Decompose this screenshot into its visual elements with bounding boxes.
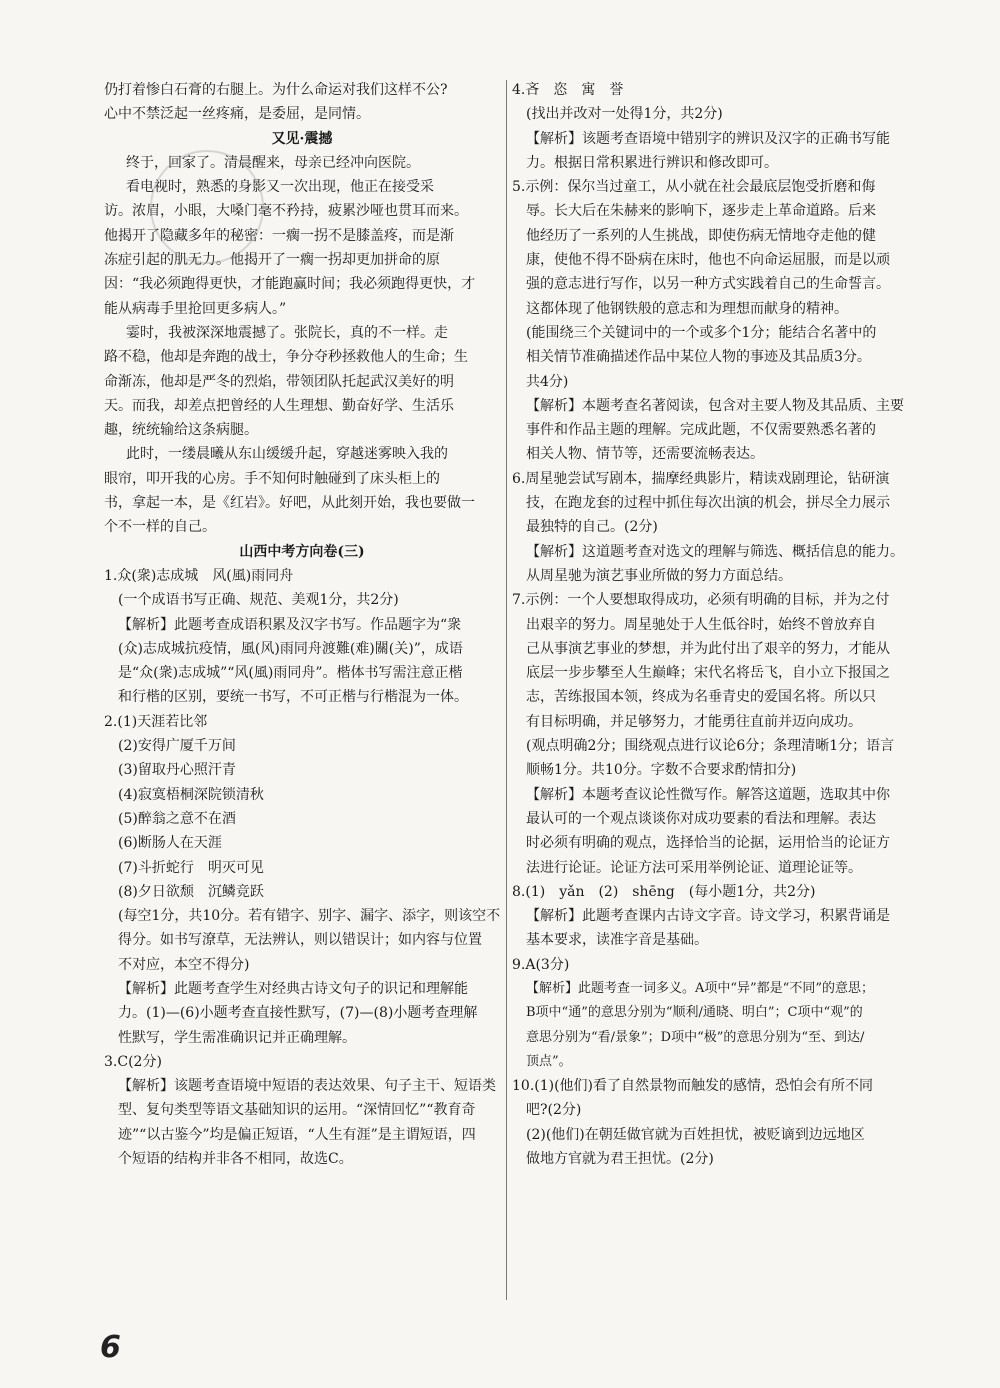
text-line: 【解析】本题考查名著阅读，包含对主要人物及其品质、主要: [526, 397, 904, 414]
text-line: (5)醉翁之意不在酒: [118, 810, 236, 827]
text-line: 和行楷的区别，要统一书写，不可正楷与行楷混为一体。: [118, 689, 468, 706]
text-line: 力。(1)—(6)小题考查直接性默写，(7)—(8)小题考查理解: [118, 1005, 478, 1022]
text-line: 技，在跑龙套的过程中抓住每次出演的机会，拼尽全力展示: [526, 495, 890, 512]
text-line: B项中“通”的意思分别为“顺利/通晓、明白”；C项中“观”的: [526, 1005, 863, 1021]
text-line: 命渐冻，他却是严冬的烈焰，带领团队托起武汉美好的明: [104, 373, 454, 390]
text-line: 从周星驰为演艺事业所做的努力方面总结。: [526, 567, 792, 584]
text-line: 【解析】此题考查课内古诗文字音。诗文学习，积累背诵是: [526, 908, 890, 925]
text-line: 康，使他不得不卧病在床时，他也不向命运屈服，而是以顽: [526, 252, 890, 269]
text-line: 【解析】该题考查语境中短语的表达效果、句子主干、短语类: [118, 1078, 496, 1095]
text-line: 这都体现了他钢铁般的意志和为理想而献身的精神。: [526, 300, 848, 317]
text-line: 相关情节准确描述作品中某位人物的事迹及其品质3分。: [526, 349, 871, 366]
text-line: 他经历了一系列的人生挑战，即使伤病无情地夺走他的健: [526, 227, 876, 244]
column-divider: [506, 80, 507, 1300]
text-line: (2)安得广厦千万间: [118, 738, 236, 755]
text-line: 看电视时，熟悉的身影又一次出现，他正在接受采: [126, 179, 434, 196]
text-line: 做地方官就为君王担忧。(2分): [526, 1151, 714, 1168]
text-line: 力。根据日常积累进行辨识和修改即可。: [526, 154, 778, 171]
text-line: 吧?(2分): [526, 1102, 582, 1119]
text-line: (每空1分，共10分。若有错字、别字、漏字、添字，则该空不: [118, 908, 501, 925]
text-line: 霎时，我被深深地震撼了。张院长，真的不一样。走: [126, 324, 448, 341]
text-line: 2.(1)天涯若比邻: [104, 713, 208, 730]
text-line: 个不一样的自己。: [104, 519, 216, 536]
right-column: [512, 78, 904, 1171]
text-line: 事件和作品主题的理解。完成此题，不仅需要熟悉名著的: [526, 422, 876, 439]
text-line: 【解析】此题考查学生对经典古诗文句子的识记和理解能: [118, 980, 468, 997]
page-number: 6: [100, 1330, 121, 1365]
text-line: 基本要求，读准字音是基础。: [526, 932, 708, 949]
text-line: 路不稳，他却是奔跑的战士，争分夺秒拯救他人的生命；生: [104, 349, 468, 366]
text-line: 法进行论证。论证方法可采用举例论证、道理论证等。: [526, 859, 862, 876]
text-line: 辱。长大后在朱赫来的影响下，逐步走上革命道路。后来: [526, 203, 876, 220]
text-line: 仍打着惨白石膏的右腿上。为什么命运对我们这样不公?: [104, 82, 448, 98]
text-line: (找出并改对一处得1分，共2分): [526, 106, 723, 123]
text-line: 强的意志进行写作，以另一种方式实践着自己的生命誓言。: [526, 276, 890, 293]
text-line: 【解析】这道题考查对选文的理解与筛选、概括信息的能力。: [526, 543, 904, 560]
text-line: 又见·震撼: [271, 130, 333, 147]
text-line: 8.(1) yǎn (2) shēng (每小题1分，共2分): [512, 883, 816, 900]
text-line: 10.(1)(他们)看了自然景物而触发的感情，恐怕会有所不同: [512, 1078, 874, 1095]
text-line: 有目标明确，并足够努力，才能勇往直前并迈向成功。: [526, 713, 862, 730]
text-line: (4)寂寞梧桐深院锁清秋: [118, 786, 264, 803]
text-line: (3)留取丹心照汗青: [118, 762, 236, 779]
text-line: 他揭开了隐藏多年的秘密：一瘸一拐不是膝盖疼，而是渐: [104, 227, 454, 244]
text-line: 最认可的一个观点谈谈你对成功要素的看法和理解。表达: [526, 810, 876, 827]
text-line: (能围绕三个关键词中的一个或多个1分；能结合名著中的: [526, 324, 877, 341]
text-line: 出艰辛的努力。周星驰处于人生低谷时，始终不曾放弃自: [526, 616, 876, 633]
text-line: (8)夕日欲颓 沉鳞竞跃: [118, 883, 264, 900]
text-line: 型、复句类型等语文基础知识的运用。“深情回忆”“教育奇: [118, 1102, 476, 1119]
text-line: 天。而我，却差点把曾经的人生理想、勤奋好学、生活乐: [104, 397, 454, 414]
text-line: 1.众(衆)志成城 风(風)雨同舟: [104, 567, 294, 584]
text-line: (6)断肠人在天涯: [118, 835, 222, 852]
text-line: 冻症引起的肌无力。他揭开了一瘸一拐却更加拼命的原: [104, 252, 440, 269]
text-line: 【解析】该题考查语境中错别字的辨识及汉字的正确书写能: [526, 130, 890, 147]
text-line: 不对应，本空不得分): [118, 956, 250, 973]
text-line: 志，苦练报国本领，终成为名垂青史的爱国名将。所以只: [526, 689, 876, 706]
text-line: 时必须有明确的观点，选择恰当的论据，运用恰当的论证方: [526, 835, 890, 852]
text-line: 访。浓眉，小眼，大嗓门毫不矜持，疲累沙哑也贯耳而来。: [104, 203, 468, 220]
text-line: 顺畅1分。共10分。字数不合要求酌情扣分): [526, 762, 797, 779]
text-line: 性默写，学生需准确识记并正确理解。: [118, 1029, 356, 1046]
text-line: 是“众(衆)志成城”“风(風)雨同舟”。楷体书写需注意正楷: [118, 665, 463, 682]
text-line: 【解析】此题考查一词多义。A项中“异”都是“不同”的意思；: [526, 980, 874, 996]
text-line: 得分。如书写潦草，无法辨认，则以错误计；如内容与位置: [118, 932, 482, 949]
text-line: (观点明确2分；围绕观点进行议论6分；条理清晰1分；语言: [526, 738, 895, 755]
text-line: 能从病毒手里抢回更多病人。”: [104, 300, 287, 317]
text-line: 书，拿起一本，是《红岩》。好吧，从此刻开始，我也要做一: [104, 495, 475, 512]
text-line: 迹”“以古鉴今”均是偏正短语，“人生有涯”是主谓短语，四: [118, 1126, 476, 1143]
text-line: 山西中考方向卷(三): [239, 543, 365, 560]
text-line: 3.C(2分): [104, 1053, 162, 1070]
text-line: 趣，统统输给这条病腿。: [104, 422, 258, 439]
text-line: 最独特的自己。(2分): [526, 519, 658, 536]
text-line: (7)斗折蛇行 明灭可见: [118, 859, 264, 876]
text-line: (2)(他们)在朝廷做官就为百姓担忧，被贬谪到边远地区: [526, 1126, 865, 1143]
text-line: 意思分别为“看/景象”；D项中“极”的意思分别为“至、到达/: [526, 1029, 865, 1045]
text-line: 7.示例：一个人要想取得成功，必须有明确的目标，并为之付: [512, 592, 890, 609]
text-line: 此时，一缕晨曦从东山缓缓升起，穿越迷雾映入我的: [126, 446, 448, 463]
stamp-seal: [150, 150, 264, 264]
text-line: 眼帘，叩开我的心房。手不知何时触碰到了床头柜上的: [104, 470, 440, 487]
text-line: 9.A(3分): [512, 956, 570, 973]
text-line: 因：“我必须跑得更快，才能跑赢时间；我必须跑得更快，才: [104, 276, 476, 293]
text-line: 顶点”。: [526, 1053, 572, 1069]
text-line: 4.吝 恣 寓 誉: [512, 82, 624, 98]
text-line: (一个成语书写正确、规范、美观1分，共2分): [118, 592, 399, 609]
text-line: 个短语的结构并非各不相同，故选C。: [118, 1151, 353, 1168]
text-line: 终于，回家了。清晨醒来，母亲已经冲向医院。: [126, 154, 420, 171]
text-line: 心中不禁泛起一丝疼痛，是委屈，是同情。: [104, 106, 370, 123]
text-line: 共4分): [526, 373, 569, 390]
text-line: 底层一步步攀至人生巅峰；宋代名将岳飞，自小立下报国之: [526, 665, 890, 682]
text-line: 己从事演艺事业的梦想，并为此付出了艰辛的努力，才能从: [526, 640, 890, 657]
text-line: 【解析】本题考查议论性微写作。解答这道题，选取其中你: [526, 786, 890, 803]
text-line: 相关人物、情节等，还需要流畅表达。: [526, 446, 764, 463]
text-line: 【解析】此题考查成语积累及汉字书写。作品题字为“衆: [118, 616, 462, 633]
text-line: (众)志成城抗疫情，風(风)雨同舟渡難(难)關(关)”，成语: [118, 640, 463, 657]
text-line: 6.周星驰尝试写剧本，揣摩经典影片，精读戏剧理论，钻研演: [512, 470, 890, 487]
text-line: 5.示例：保尔当过童工，从小就在社会最底层饱受折磨和侮: [512, 179, 876, 196]
